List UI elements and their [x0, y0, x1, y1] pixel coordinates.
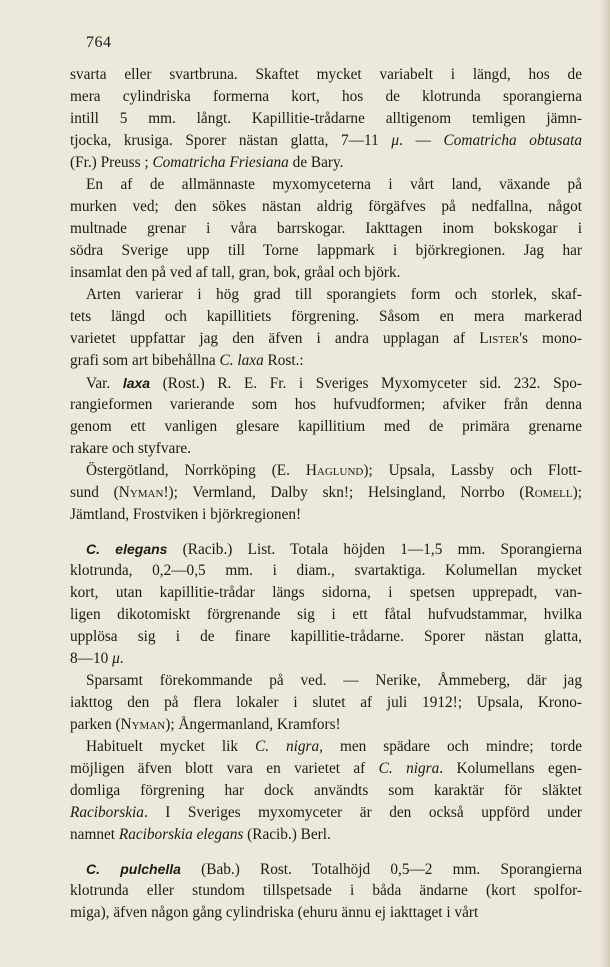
text-line [70, 780, 582, 802]
text-line [70, 130, 582, 152]
text-run: Sparsamt förekommande på ved. — Nerike, Åmmeberg, där jag [86, 672, 582, 689]
text-run: miga), äfven någon gång cylindriska (ehuru ännu ej iakttaget i vårt [70, 904, 479, 921]
body-text [70, 64, 582, 924]
text-line [70, 460, 582, 482]
text-run: . — [399, 132, 444, 149]
text-line [70, 262, 582, 284]
text-run: . [119, 650, 124, 667]
text-line [70, 306, 582, 328]
text-line [70, 692, 582, 714]
text-run: domliga förgrening har dock användts som karaktär för släktet [70, 782, 582, 799]
collector-name: Lister [479, 330, 520, 347]
text-line [70, 736, 582, 758]
paragraph [70, 64, 582, 174]
text-run: upplösa sig i de finare kapillitie-trådarne. Sporer nästan glatta, [70, 628, 582, 645]
text-line [70, 350, 582, 372]
italic-text: Raciborskia [70, 804, 144, 821]
paragraph [70, 372, 582, 460]
italic-text: C. nigra, [255, 738, 323, 755]
page-edge-shadow [600, 0, 610, 967]
text-line [70, 880, 582, 902]
text-run: Jämtland, Frostviken i björkregionen! [70, 506, 302, 523]
text-line [70, 240, 582, 262]
italic-text: μ [391, 132, 400, 149]
text-line [70, 582, 582, 604]
text-run: (Fr.) Preuss ; [70, 154, 153, 171]
text-run: (Racib.) Berl. [243, 826, 331, 843]
paragraph [70, 858, 582, 924]
text-line [70, 372, 582, 394]
text-line [70, 196, 582, 218]
text-line [70, 902, 582, 924]
species-name: C. elegans [86, 541, 168, 557]
text-line [70, 538, 582, 560]
page-number: 764 [86, 34, 112, 51]
text-run: !); Vermland, Dalby skn!; Helsingland, Norrbo ( [163, 484, 525, 501]
text-line [70, 86, 582, 108]
text-run: södra Sverige upp till Torne lappmark i björkregionen. Jag har [70, 242, 582, 259]
text-run: Var. [86, 375, 123, 392]
text-run: grafi som art bibehållna [70, 352, 220, 369]
paragraph [70, 538, 582, 670]
text-line [70, 152, 582, 174]
text-run: 's mono- [519, 330, 582, 347]
text-line [70, 802, 582, 824]
collector-name: Romell [524, 484, 573, 501]
collector-name: Haglund [305, 462, 364, 479]
paragraph [70, 174, 582, 284]
paragraph [70, 284, 582, 372]
paragraph [70, 670, 582, 736]
italic-text: C. laxa [219, 352, 264, 369]
text-run: iakttog den på flera lokaler i slutet af juli 1912!; Upsala, Krono- [70, 694, 582, 711]
text-line [70, 604, 582, 626]
text-run: Östergötland, Norrköping (E. [86, 462, 306, 479]
text-line [70, 648, 582, 670]
text-run: multnade grenar i våra barrskogar. Iakttagen inom bokskogar i [70, 220, 582, 237]
text-run: kort, utan kapillitie-trådar längs sidorna, i spetsen upprepadt, van- [70, 584, 582, 601]
text-run: tets längd och kapillitiets förgrening. Såsom en mera markerad [70, 308, 582, 325]
text-run: möjligen äfven blott vara en varietet af [70, 760, 379, 777]
text-run: ); [572, 484, 582, 501]
text-line [70, 560, 582, 582]
text-run: insamlat den på ved af tall, gran, bok, gråal och björk. [70, 264, 401, 281]
text-run: men spädare och mindre; torde [323, 738, 583, 755]
text-run: genom ett vanligen glesare kapillitium med de primära grenarne [70, 418, 582, 435]
text-run: klotrunda eller stundom tillspetsade i båda ändarne (kort spolfor- [70, 882, 582, 899]
text-line [70, 758, 582, 780]
text-run: namnet [70, 826, 119, 843]
text-run: de Bary. [288, 154, 344, 171]
text-run: . Kolumellans egen- [439, 760, 582, 777]
text-line [70, 174, 582, 196]
text-line [70, 416, 582, 438]
text-run: klotrunda, 0,2—0,5 mm. i diam., svartaktiga. Kolumellan mycket [70, 562, 582, 579]
text-run: ); Ångermanland, Kramfors! [165, 716, 341, 733]
text-line [70, 284, 582, 306]
text-run: (Racib.) List. Totala höjden 1—1,5 mm. Sporangierna [167, 541, 582, 558]
text-run: (Bab.) Rost. Totalhöjd 0,5—2 mm. Sporangierna [180, 861, 583, 878]
paragraph [70, 460, 582, 526]
text-run: En af de allmännaste myxomyceterna i vårt land, växande på [86, 176, 582, 193]
text-line [70, 394, 582, 416]
text-line [70, 858, 582, 880]
text-line [70, 670, 582, 692]
collector-name: Nyman [120, 716, 166, 733]
text-run: 8—10 [70, 650, 113, 667]
text-run: murken ved; den sökes nästan aldrig förgäfves på nedfallna, något [70, 198, 582, 215]
italic-text: C. nigra [378, 760, 440, 777]
text-line [70, 218, 582, 240]
text-line [70, 626, 582, 648]
italic-text: Raciborskia elegans [118, 826, 244, 843]
text-run: intill 5 mm. långt. Kapillitie-trådarne alltigenom temligen jämn- [70, 110, 582, 127]
text-run: tjocka, krusiga. Sporer nästan glatta, 7—11 [70, 132, 392, 149]
collector-name: Nyman [118, 484, 164, 501]
text-run: . I Sveriges myxomyceter är den också uppförd under [143, 804, 582, 821]
text-run: Arten varierar i hög grad till sporangiets form och storlek, skaf- [86, 286, 582, 303]
text-line [70, 504, 582, 526]
text-line [70, 438, 582, 460]
text-run: Habituelt mycket lik [86, 738, 256, 755]
text-run: ); Upsala, Lassby och Flott- [363, 462, 582, 479]
text-line [70, 714, 582, 736]
text-run: rakare och styfvare. [70, 440, 192, 457]
text-line [70, 108, 582, 130]
text-run: rangieformen varierande som hos hufvudformen; afviker från denna [70, 396, 582, 413]
text-run: (Rost.) R. E. Fr. i Sveriges Myxomyceter sid. 232. Spo- [150, 375, 582, 392]
text-run: svarta eller svartbruna. Skaftet mycket variabelt i längd, hos de [70, 66, 582, 83]
section-gap [70, 526, 582, 538]
text-run: Rost.: [263, 352, 304, 369]
text-line [70, 482, 582, 504]
text-run: sund ( [70, 484, 119, 501]
text-line [70, 824, 582, 846]
paragraph [70, 736, 582, 846]
italic-text: μ [112, 650, 120, 667]
species-name: C. pulchella [86, 861, 181, 877]
text-line [70, 328, 582, 350]
italic-text: Comatricha obtusata [443, 132, 582, 149]
text-run: mera cylindriska formerna kort, hos de klotrunda sporangierna [70, 88, 582, 105]
species-name: laxa [122, 375, 151, 391]
text-line [70, 64, 582, 86]
text-run: ligen dikotomiskt förgrenande sig i ett fåtal hufvudstammar, hvilka [70, 606, 582, 623]
text-run: varietet uppfattar jag den äfven i andra upplagan af [70, 330, 480, 347]
italic-text: Comatricha Friesiana [152, 154, 289, 171]
text-run: parken ( [70, 716, 121, 733]
section-gap [70, 846, 582, 858]
